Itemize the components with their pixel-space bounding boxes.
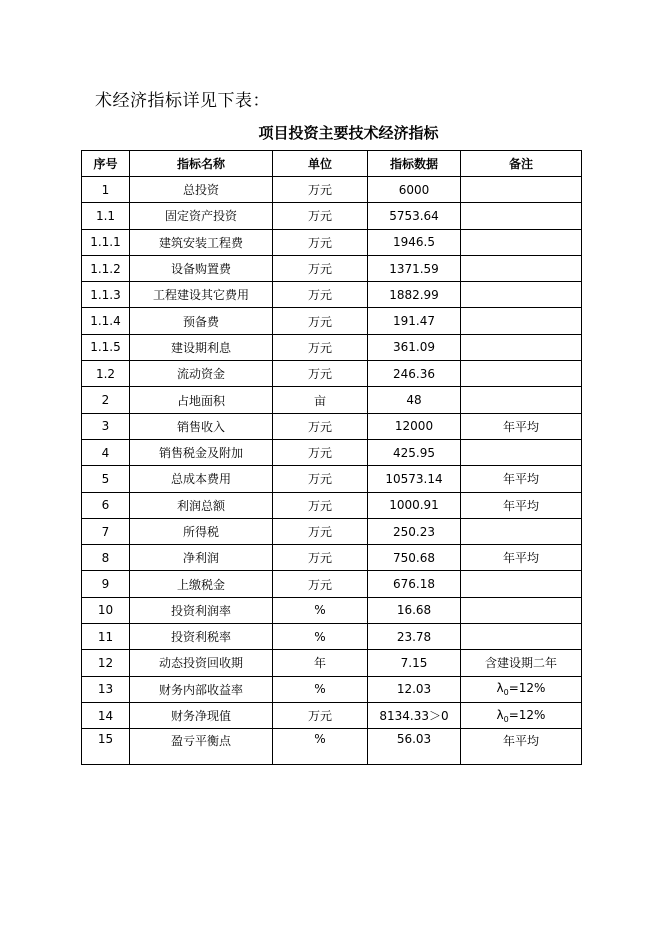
cell-value: 7.15 bbox=[368, 650, 461, 676]
cell-no: 10 bbox=[82, 597, 130, 623]
cell-value: 16.68 bbox=[368, 597, 461, 623]
cell-no: 1.1.1 bbox=[82, 229, 130, 255]
cell-unit: 万元 bbox=[273, 361, 368, 387]
cell-no: 1.1.2 bbox=[82, 255, 130, 281]
table-row bbox=[82, 255, 582, 281]
cell-unit: 万元 bbox=[273, 413, 368, 439]
cell-name: 投资利税率 bbox=[130, 624, 273, 650]
cell-no: 1.1.3 bbox=[82, 282, 130, 308]
cell-note: 年平均 bbox=[461, 466, 582, 492]
cell-unit: 万元 bbox=[273, 518, 368, 544]
cell-no: 1 bbox=[82, 177, 130, 203]
cell-name: 上缴税金 bbox=[130, 571, 273, 597]
table-body bbox=[82, 177, 582, 765]
cell-name: 利润总额 bbox=[130, 492, 273, 518]
cell-note bbox=[461, 177, 582, 203]
cell-no: 1.1 bbox=[82, 203, 130, 229]
cell-name: 流动资金 bbox=[130, 361, 273, 387]
table-row bbox=[82, 361, 582, 387]
cell-note: $\lambda_0=12\%$ bbox=[461, 676, 582, 702]
cell-no: 1.1.5 bbox=[82, 334, 130, 360]
cell-name: 销售收入 bbox=[130, 413, 273, 439]
cell-unit: % bbox=[273, 624, 368, 650]
header-note: 备注 bbox=[461, 151, 582, 177]
cell-name: 固定资产投资 bbox=[130, 203, 273, 229]
cell-no: 7 bbox=[82, 518, 130, 544]
table-row bbox=[82, 676, 582, 702]
cell-unit: 万元 bbox=[273, 492, 368, 518]
cell-note bbox=[461, 624, 582, 650]
table-row bbox=[82, 387, 582, 413]
table-row bbox=[82, 545, 582, 571]
cell-value: 246.36 bbox=[368, 361, 461, 387]
cell-no: 1.1.4 bbox=[82, 308, 130, 334]
cell-name: 工程建设其它费用 bbox=[130, 282, 273, 308]
cell-name: 动态投资回收期 bbox=[130, 650, 273, 676]
cell-note: $\lambda_0=12\%$ bbox=[461, 702, 582, 728]
cell-unit: 万元 bbox=[273, 545, 368, 571]
cell-unit: 万元 bbox=[273, 439, 368, 465]
cell-value: 48 bbox=[368, 387, 461, 413]
cell-value: 1946.5 bbox=[368, 229, 461, 255]
cell-note bbox=[461, 334, 582, 360]
cell-note bbox=[461, 308, 582, 334]
cell-note bbox=[461, 255, 582, 281]
cell-no: 5 bbox=[82, 466, 130, 492]
table-row bbox=[82, 229, 582, 255]
cell-no: 13 bbox=[82, 676, 130, 702]
cell-name: 销售税金及附加 bbox=[130, 439, 273, 465]
cell-value: 361.09 bbox=[368, 334, 461, 360]
cell-value: 191.47 bbox=[368, 308, 461, 334]
cell-note: 年平均 bbox=[461, 729, 582, 765]
cell-unit: 年 bbox=[273, 650, 368, 676]
cell-unit: 万元 bbox=[273, 308, 368, 334]
cell-name: 占地面积 bbox=[130, 387, 273, 413]
table-row bbox=[82, 413, 582, 439]
cell-note: 年平均 bbox=[461, 545, 582, 571]
cell-no: 6 bbox=[82, 492, 130, 518]
cell-value: 1000.91 bbox=[368, 492, 461, 518]
table-title: 项目投资主要技术经济指标 bbox=[258, 124, 439, 142]
cell-name: 财务内部收益率 bbox=[130, 676, 273, 702]
table-row bbox=[82, 597, 582, 623]
cell-name: 总投资 bbox=[130, 177, 273, 203]
cell-unit: 万元 bbox=[273, 229, 368, 255]
cell-no: 8 bbox=[82, 545, 130, 571]
cell-name: 净利润 bbox=[130, 545, 273, 571]
cell-value: 10573.14 bbox=[368, 466, 461, 492]
cell-note bbox=[461, 229, 582, 255]
cell-no: 12 bbox=[82, 650, 130, 676]
cell-unit: 亩 bbox=[273, 387, 368, 413]
cell-note bbox=[461, 203, 582, 229]
table-row bbox=[82, 492, 582, 518]
table-row bbox=[82, 439, 582, 465]
cell-unit: 万元 bbox=[273, 571, 368, 597]
table-row bbox=[82, 571, 582, 597]
table-row bbox=[82, 334, 582, 360]
cell-note: 年平均 bbox=[461, 492, 582, 518]
cell-value: 8134.33＞0 bbox=[368, 702, 461, 728]
table-row bbox=[82, 702, 582, 728]
intro-text: 术经济指标详见下表： bbox=[95, 91, 270, 111]
header-unit: 单位 bbox=[273, 151, 368, 177]
cell-value: 425.95 bbox=[368, 439, 461, 465]
indicator-table bbox=[81, 150, 582, 765]
cell-note bbox=[461, 439, 582, 465]
table-row bbox=[82, 177, 582, 203]
cell-value: 56.03 bbox=[368, 729, 461, 765]
cell-value: 12.03 bbox=[368, 676, 461, 702]
header-name: 指标名称 bbox=[130, 151, 273, 177]
cell-name: 设备购置费 bbox=[130, 255, 273, 281]
cell-name: 预备费 bbox=[130, 308, 273, 334]
cell-note: 含建设期二年 bbox=[461, 650, 582, 676]
cell-unit: 万元 bbox=[273, 203, 368, 229]
cell-unit: 万元 bbox=[273, 466, 368, 492]
cell-value: 23.78 bbox=[368, 624, 461, 650]
table-row bbox=[82, 282, 582, 308]
cell-no: 2 bbox=[82, 387, 130, 413]
cell-name: 建设期利息 bbox=[130, 334, 273, 360]
table-row bbox=[82, 308, 582, 334]
cell-note bbox=[461, 387, 582, 413]
table-header-row bbox=[82, 151, 582, 177]
cell-note bbox=[461, 282, 582, 308]
cell-unit: 万元 bbox=[273, 255, 368, 281]
cell-value: 750.68 bbox=[368, 545, 461, 571]
cell-no: 3 bbox=[82, 413, 130, 439]
table-row bbox=[82, 203, 582, 229]
cell-unit: % bbox=[273, 729, 368, 765]
cell-note: 年平均 bbox=[461, 413, 582, 439]
cell-no: 15 bbox=[82, 729, 130, 765]
cell-value: 676.18 bbox=[368, 571, 461, 597]
cell-note bbox=[461, 597, 582, 623]
cell-no: 9 bbox=[82, 571, 130, 597]
cell-value: 250.23 bbox=[368, 518, 461, 544]
cell-unit: 万元 bbox=[273, 177, 368, 203]
cell-unit: 万元 bbox=[273, 334, 368, 360]
cell-no: 4 bbox=[82, 439, 130, 465]
cell-note bbox=[461, 518, 582, 544]
cell-unit: % bbox=[273, 676, 368, 702]
cell-value: 12000 bbox=[368, 413, 461, 439]
header-value: 指标数据 bbox=[368, 151, 461, 177]
cell-note bbox=[461, 361, 582, 387]
cell-value: 6000 bbox=[368, 177, 461, 203]
table-row bbox=[82, 650, 582, 676]
cell-name: 建筑安装工程费 bbox=[130, 229, 273, 255]
table-row bbox=[82, 466, 582, 492]
cell-no: 1.2 bbox=[82, 361, 130, 387]
cell-name: 盈亏平衡点 bbox=[130, 729, 273, 765]
cell-name: 总成本费用 bbox=[130, 466, 273, 492]
cell-no: 14 bbox=[82, 702, 130, 728]
cell-value: 1882.99 bbox=[368, 282, 461, 308]
cell-no: 11 bbox=[82, 624, 130, 650]
cell-note bbox=[461, 571, 582, 597]
header-no: 序号 bbox=[82, 151, 130, 177]
table-row bbox=[82, 729, 582, 765]
cell-value: 5753.64 bbox=[368, 203, 461, 229]
cell-value: 1371.59 bbox=[368, 255, 461, 281]
cell-name: 投资利润率 bbox=[130, 597, 273, 623]
cell-unit: 万元 bbox=[273, 282, 368, 308]
table-row bbox=[82, 518, 582, 544]
cell-name: 所得税 bbox=[130, 518, 273, 544]
table-row bbox=[82, 624, 582, 650]
cell-unit: % bbox=[273, 597, 368, 623]
cell-name: 财务净现值 bbox=[130, 702, 273, 728]
cell-unit: 万元 bbox=[273, 702, 368, 728]
